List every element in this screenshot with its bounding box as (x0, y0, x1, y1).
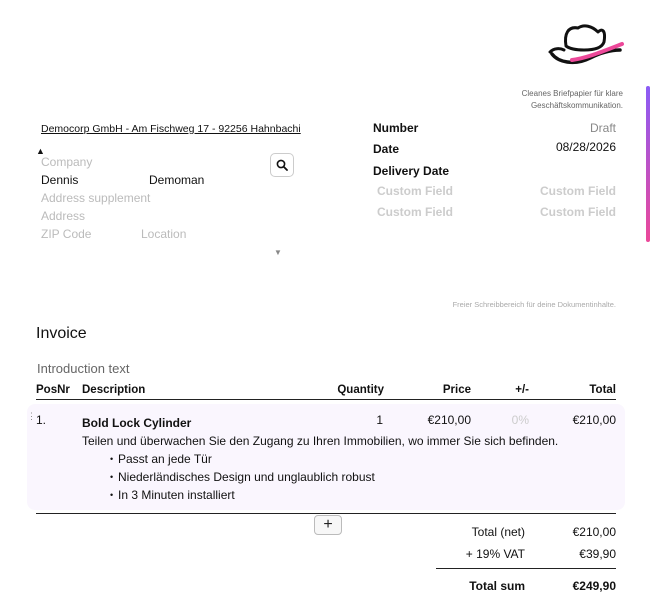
vat-label[interactable]: + 19% VAT (465, 547, 525, 561)
location-field[interactable]: Location (141, 227, 187, 241)
custom-field-label-2[interactable]: Custom Field (377, 205, 454, 219)
date-label: Date (373, 142, 400, 156)
number-label: Number (373, 121, 419, 135)
header-posnr: PosNr (36, 384, 70, 396)
tagline-line-2: Geschäftskommunikation. (530, 101, 623, 110)
collapse-arrow-icon[interactable]: ▲ (36, 146, 45, 156)
tagline-line-1: Cleanes Briefpapier für klare (521, 89, 623, 98)
row-divider (36, 513, 616, 514)
address-supplement-field[interactable]: Address supplement (41, 191, 151, 205)
row-discount[interactable]: 0% (511, 413, 529, 427)
row-description[interactable]: Teilen und überwachen Sie den Zugang zu Ihren Immobilien, wo immer Sie sich befinden. (82, 434, 559, 448)
company-field[interactable]: Company (41, 155, 93, 169)
totals-divider (436, 568, 616, 569)
row-total: €210,00 (572, 413, 616, 427)
row-price[interactable]: €210,00 (427, 413, 471, 427)
bullet-item: • In 3 Minuten installiert (110, 486, 375, 504)
header-description: Description (82, 384, 146, 396)
first-name-field[interactable]: Dennis (41, 173, 79, 187)
sender-line[interactable]: Democorp GmbH - Am Fischweg 17 - 92256 Hahnbachi (41, 123, 301, 135)
date-value[interactable]: 08/28/2026 (555, 140, 616, 154)
drag-handle-icon[interactable]: ⋮ (27, 411, 36, 421)
header-price: Price (442, 384, 471, 396)
introduction-text[interactable]: Introduction text (37, 361, 130, 376)
total-sum-label: Total sum (469, 579, 525, 593)
cowboy-hat-logo (548, 18, 626, 70)
custom-field-value-1[interactable]: Custom Field (539, 184, 616, 198)
document-title[interactable]: Invoice (36, 325, 87, 342)
number-value[interactable]: Draft (589, 121, 616, 135)
add-row-button[interactable]: + (314, 515, 342, 535)
vat-value: €39,90 (579, 547, 616, 561)
header-discount: +/- (515, 384, 529, 396)
total-net-label: Total (net) (471, 525, 525, 539)
custom-field-value-2[interactable]: Custom Field (539, 205, 616, 219)
header-total: Total (589, 384, 616, 396)
search-button[interactable] (270, 153, 294, 177)
header-quantity: Quantity (337, 384, 384, 396)
row-bullet-list[interactable] (110, 450, 375, 504)
bullet-item: • Passt an jede Tür (110, 450, 375, 468)
row-quantity[interactable]: 1 (376, 413, 383, 427)
zip-field[interactable]: ZIP Code (41, 227, 92, 241)
row-pos: 1. (36, 413, 47, 427)
row-item-name[interactable]: Bold Lock Cylinder (82, 416, 192, 430)
total-sum-value: €249,90 (572, 579, 616, 593)
search-icon (276, 159, 288, 171)
delivery-date-label: Delivery Date (373, 164, 450, 178)
header-divider (36, 399, 616, 400)
bullet-item: • Niederländisches Design und unglaublich robust (110, 468, 375, 486)
brand-tagline (522, 88, 623, 112)
last-name-field[interactable]: Demoman (149, 173, 205, 187)
dropdown-arrow-icon[interactable]: ▼ (274, 248, 282, 257)
custom-field-label-1[interactable]: Custom Field (377, 184, 454, 198)
address-field[interactable]: Address (41, 209, 86, 223)
total-net-value: €210,00 (572, 525, 616, 539)
free-text-area[interactable]: Freier Schreibbereich für deine Dokumentinhalte. (452, 300, 616, 309)
scrollbar[interactable] (646, 86, 650, 242)
